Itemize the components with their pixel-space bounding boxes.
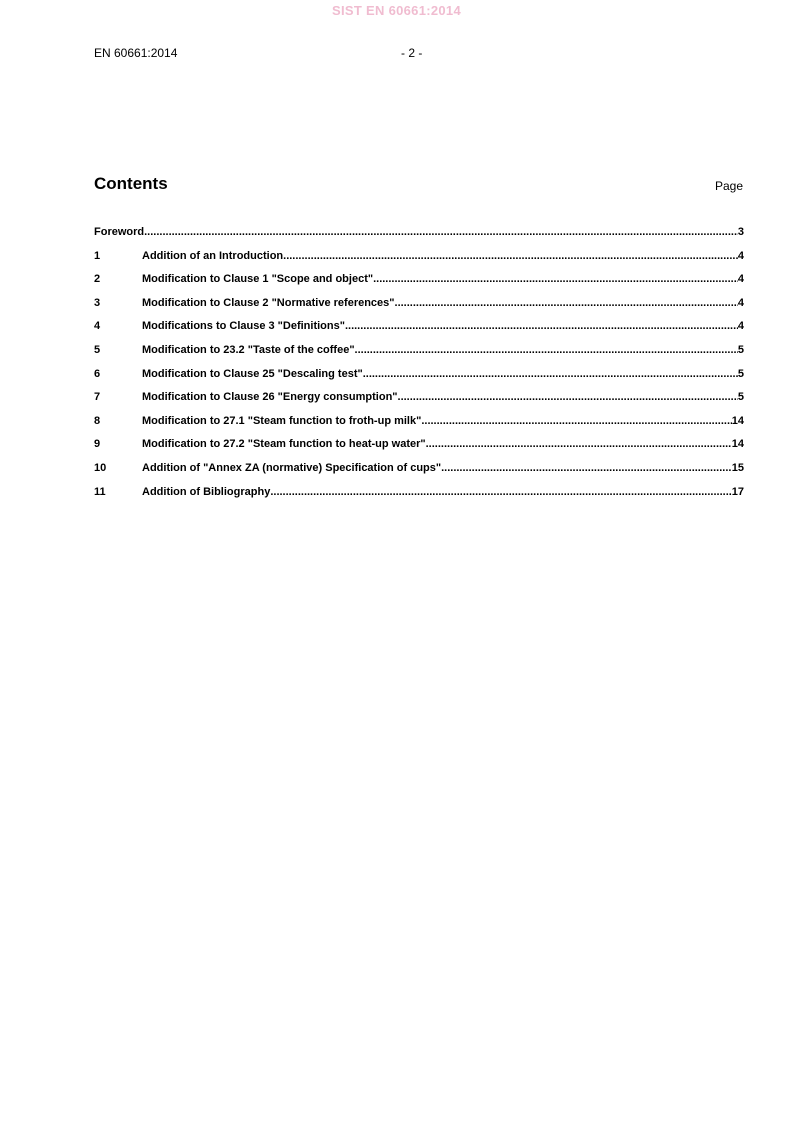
dot-leader xyxy=(398,391,738,403)
dot-leader xyxy=(426,438,732,450)
toc-entry-number: 11 xyxy=(94,485,106,498)
toc-entry-title: Modification to Clause 26 "Energy consumption" xyxy=(142,391,398,404)
toc-entry-5[interactable] xyxy=(94,344,744,368)
dot-leader xyxy=(373,273,738,285)
document-id: EN 60661:2014 xyxy=(94,46,178,60)
dot-leader xyxy=(355,344,738,356)
dot-leader xyxy=(144,226,738,238)
contents-heading: Contents xyxy=(94,174,168,193)
watermark: SIST EN 60661:2014 xyxy=(332,3,461,18)
page-number: - 2 - xyxy=(401,46,423,60)
toc-entry-6[interactable] xyxy=(94,368,744,392)
dot-leader xyxy=(363,368,738,380)
toc-entry-title: Modification to Clause 1 "Scope and object" xyxy=(142,273,374,286)
toc-entry-number: 9 xyxy=(94,438,101,451)
dot-leader xyxy=(441,462,732,474)
dot-leader xyxy=(345,320,738,332)
toc-entry-number: 10 xyxy=(94,461,107,474)
page-column-label: Page xyxy=(714,179,743,193)
toc-entry-number: 1 xyxy=(94,249,101,262)
toc-entry-title: Modifications to Clause 3 "Definitions" xyxy=(142,320,345,333)
toc-entry-page: 4 xyxy=(737,296,744,309)
toc-entry-number: 7 xyxy=(94,391,101,404)
toc-entry-7[interactable] xyxy=(94,391,744,415)
toc-entry-page: 15 xyxy=(731,461,744,474)
toc-entry-9[interactable] xyxy=(94,438,744,462)
toc-entry-3[interactable] xyxy=(94,297,744,321)
toc-entry-foreword[interactable] xyxy=(94,226,744,250)
toc-entry-title: Modification to Clause 25 "Descaling test" xyxy=(142,367,363,380)
toc-entry-title: Modification to Clause 2 "Normative references" xyxy=(142,296,395,309)
table-of-contents xyxy=(94,226,744,509)
toc-entry-number: 8 xyxy=(94,414,101,427)
toc-entry-title: Addition of an Introduction xyxy=(142,249,284,262)
toc-entry-number: 2 xyxy=(94,273,101,286)
toc-entry-page: 5 xyxy=(737,367,744,380)
toc-entry-title: Modification to 27.2 "Steam function to heat-up water" xyxy=(142,438,426,451)
toc-entry-number: 6 xyxy=(94,367,101,380)
toc-entry-4[interactable] xyxy=(94,320,744,344)
toc-entry-8[interactable] xyxy=(94,415,744,439)
dot-leader xyxy=(283,250,738,262)
toc-entry-page: 5 xyxy=(737,391,744,404)
toc-entry-number: 4 xyxy=(94,320,101,333)
toc-entry-page: 17 xyxy=(731,485,744,498)
toc-entry-2[interactable] xyxy=(94,273,744,297)
toc-entry-11[interactable] xyxy=(94,486,744,510)
toc-entry-page: 4 xyxy=(737,273,744,286)
dot-leader xyxy=(395,297,738,309)
toc-entry-page: 5 xyxy=(737,343,744,356)
toc-entry-1[interactable] xyxy=(94,250,744,274)
toc-entry-page: 4 xyxy=(737,320,744,333)
toc-entry-number: 3 xyxy=(94,296,101,309)
dot-leader xyxy=(270,486,731,498)
toc-entry-page: 14 xyxy=(731,438,744,451)
dot-leader xyxy=(421,415,731,427)
toc-entry-page: 3 xyxy=(737,226,744,238)
toc-entry-page: 14 xyxy=(731,414,744,427)
toc-entry-page: 4 xyxy=(737,249,744,262)
toc-entry-number: 5 xyxy=(94,343,101,356)
toc-entry-title: Modification to 23.2 "Taste of the coffee" xyxy=(142,343,355,356)
toc-entry-title: Modification to 27.1 "Steam function to froth-up milk" xyxy=(142,414,422,427)
toc-entry-title: Foreword xyxy=(94,226,145,238)
toc-entry-title: Addition of Bibliography xyxy=(142,485,271,498)
toc-entry-10[interactable] xyxy=(94,462,744,486)
toc-entry-title: Addition of "Annex ZA (normative) Specification of cups" xyxy=(142,461,442,474)
